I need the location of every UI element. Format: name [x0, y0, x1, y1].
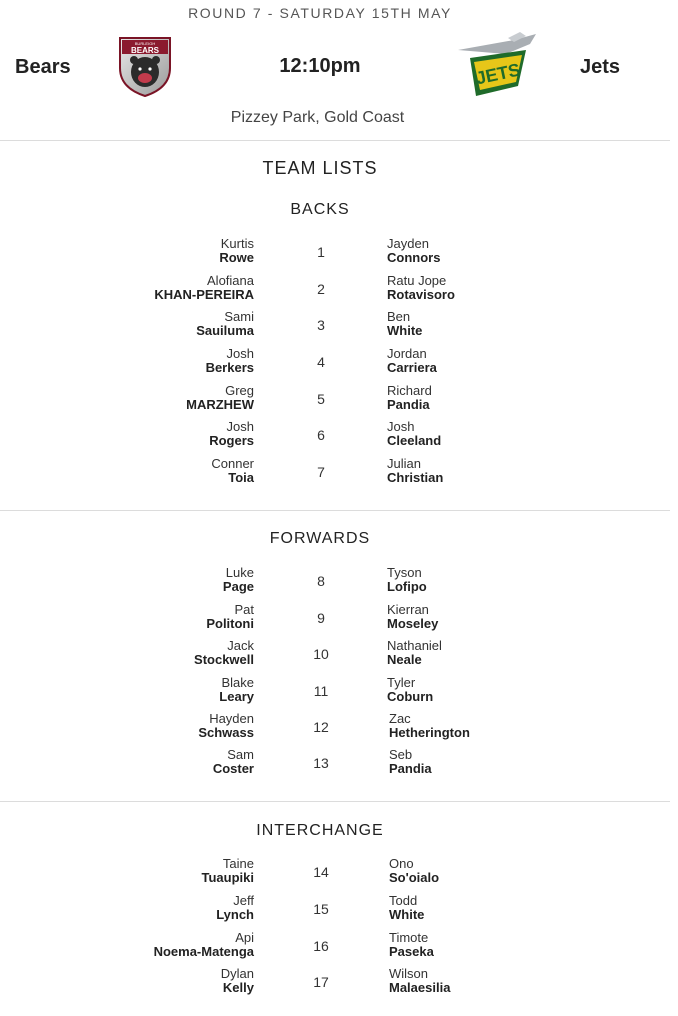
- player-row: [0, 457, 678, 493]
- away-player[interactable]: Richard Pandia: [387, 383, 432, 412]
- jersey-number: 15: [313, 901, 329, 917]
- jersey-number: 11: [313, 683, 329, 699]
- home-player[interactable]: Josh Berkers: [205, 346, 254, 375]
- away-player[interactable]: Ratu Jope Rotavisoro: [387, 273, 455, 302]
- away-player[interactable]: Jayden Connors: [387, 236, 441, 265]
- home-player[interactable]: Greg MARZHEW: [186, 383, 254, 412]
- player-row: [0, 967, 678, 1003]
- home-player[interactable]: Josh Rogers: [209, 419, 254, 448]
- away-player[interactable]: Timote Paseka: [389, 930, 434, 959]
- away-player[interactable]: Julian Christian: [387, 456, 444, 485]
- home-player[interactable]: Conner Toia: [211, 456, 254, 485]
- player-row: [0, 748, 678, 784]
- away-player[interactable]: Wilson Malaesilia: [389, 966, 451, 995]
- away-team-name[interactable]: Jets: [580, 56, 621, 78]
- away-player[interactable]: Josh Cleeland: [387, 419, 442, 448]
- jersey-number: 10: [313, 646, 329, 662]
- home-player[interactable]: Hayden Schwass: [198, 711, 254, 740]
- away-player[interactable]: Kierran Moseley: [387, 602, 439, 631]
- forwards-heading: FORWARDS: [269, 530, 371, 547]
- away-player[interactable]: Tyson Lofipo: [387, 565, 427, 594]
- divider: [0, 510, 670, 511]
- player-row: [0, 384, 678, 420]
- home-player[interactable]: Jeff Lynch: [216, 893, 254, 922]
- svg-text:BURLEIGH: BURLEIGH: [134, 41, 156, 46]
- player-row: [0, 712, 678, 748]
- round-date-label: ROUND 7 - SATURDAY 15TH MAY: [188, 5, 452, 21]
- player-row: [0, 639, 678, 675]
- home-player[interactable]: Sami Sauiluma: [196, 309, 254, 338]
- home-player[interactable]: Pat Politoni: [206, 602, 254, 631]
- svg-text:JETS: JETS: [473, 59, 523, 89]
- away-player[interactable]: Ben White: [387, 309, 423, 338]
- svg-text:BEARS: BEARS: [130, 46, 160, 55]
- away-player[interactable]: Ono So'oialo: [389, 856, 440, 885]
- jersey-number: 7: [317, 464, 325, 480]
- home-player[interactable]: Luke Page: [222, 565, 254, 594]
- home-player[interactable]: Dylan Kelly: [220, 966, 254, 995]
- player-row: [0, 931, 678, 967]
- jersey-number: 12: [313, 719, 329, 735]
- home-player[interactable]: Kurtis Rowe: [219, 236, 254, 265]
- jersey-number: 6: [317, 427, 325, 443]
- jersey-number: 16: [313, 938, 329, 954]
- jersey-number: 4: [317, 354, 325, 370]
- player-row: [0, 310, 678, 346]
- jersey-number: 9: [317, 610, 325, 626]
- player-row: [0, 857, 678, 893]
- away-player[interactable]: Nathaniel Neale: [387, 638, 442, 667]
- divider: [0, 140, 670, 141]
- player-row: [0, 603, 678, 639]
- jersey-number: 17: [313, 974, 329, 990]
- away-player[interactable]: Tyler Coburn: [387, 675, 434, 704]
- interchange-heading: INTERCHANGE: [256, 822, 384, 839]
- home-team-name[interactable]: Bears: [15, 56, 71, 78]
- home-player[interactable]: Alofiana KHAN-PEREIRA: [154, 273, 254, 302]
- kickoff-time: 12:10pm: [279, 55, 361, 77]
- away-player[interactable]: Jordan Carriera: [387, 346, 437, 375]
- away-team-logo[interactable]: [456, 28, 538, 100]
- home-player[interactable]: Sam Coster: [212, 747, 254, 776]
- player-row: [0, 894, 678, 930]
- player-row: [0, 347, 678, 383]
- backs-heading: BACKS: [290, 201, 350, 218]
- home-player[interactable]: Taine Tuaupiki: [201, 856, 254, 885]
- jersey-number: 1: [317, 244, 325, 260]
- jersey-number: 2: [317, 281, 325, 297]
- player-row: [0, 420, 678, 456]
- away-player[interactable]: Todd White: [389, 893, 425, 922]
- home-player[interactable]: Jack Stockwell: [194, 638, 254, 667]
- away-player[interactable]: Seb Pandia: [389, 747, 432, 776]
- player-row: [0, 237, 678, 273]
- player-row: [0, 676, 678, 712]
- venue: Pizzey Park, Gold Coast: [230, 109, 405, 126]
- jersey-number: 14: [313, 864, 329, 880]
- home-player[interactable]: Blake Leary: [219, 675, 254, 704]
- divider: [0, 801, 670, 802]
- home-player[interactable]: Api Noema-Matenga: [153, 930, 254, 959]
- away-player[interactable]: Zac Hetherington: [389, 711, 470, 740]
- player-row: [0, 274, 678, 310]
- team-lists-heading: TEAM LISTS: [262, 158, 378, 178]
- jersey-number: 5: [317, 391, 325, 407]
- jersey-number: 13: [313, 755, 329, 771]
- jersey-number: 3: [317, 317, 325, 333]
- player-row: [0, 566, 678, 602]
- jersey-number: 8: [317, 573, 325, 589]
